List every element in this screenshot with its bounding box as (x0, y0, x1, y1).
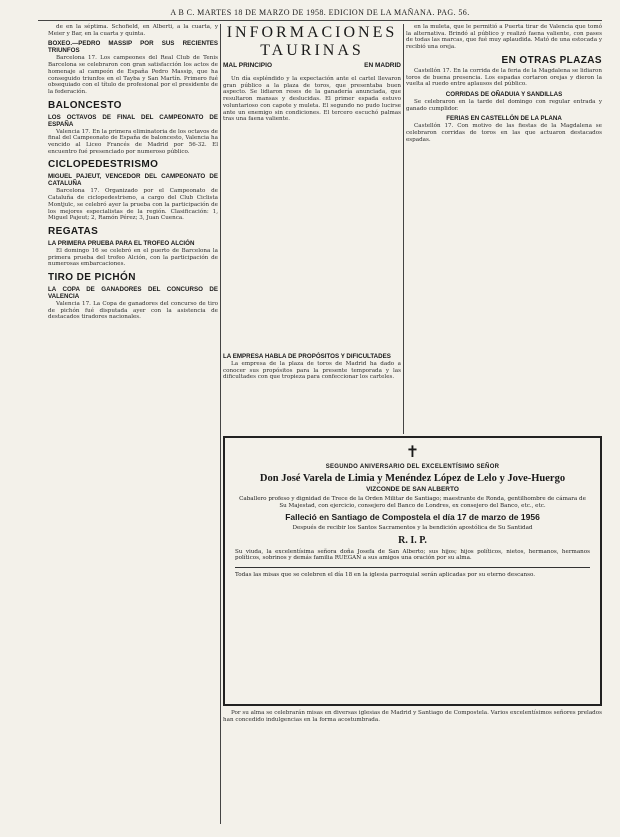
pigeon-section-title: TIRO DE PICHÓN (48, 272, 136, 284)
obituary-title: VIZCONDE DE SAN ALBERTO (366, 486, 459, 493)
pigeon-article: Valencia 17. La Copa de ganadores del concurso de tiro de pichón fué disputada ayer con la asistencia de destacados tiradores nacionales. (48, 301, 220, 321)
masthead-line2: TAURINAS (260, 42, 364, 59)
corridas-headline: CORRIDAS DE OÑADUIA Y SANDILLAS (445, 90, 563, 98)
column-divider-2 (403, 24, 404, 434)
obituary-honors: Caballero profeso y dignidad de Trece de la Orden Militar de Santiago; maestrante de Ronda, gentilhombre de cámara de Su Majestad, con ejercicio, consejero del Banco de Londres, ex consejero del Banco, etc., etc. (239, 496, 586, 509)
page-header: A B C. MARTES 18 DE MARZO DE 1958. EDICION DE LA MAÑANA. PAG. 56. (170, 8, 470, 17)
lower-body: Por su alma se celebrarán misas en diversas iglesias de Madrid y Santiago de Compostela. Varios excelentísimos señores prelados han concedido indulgencias en la forma acostumbrada. (223, 710, 604, 723)
obituary-notice (223, 436, 602, 706)
column-divider-1 (220, 24, 221, 824)
pigeon-headline: LA COPA DE GANADORES DEL CONCURSO DE VALENCIA (48, 286, 218, 301)
cycling-headline: MIGUEL PAJEUT, VENCEDOR DEL CAMPEONATO DE CATALUÑA (48, 173, 218, 188)
continued-article: en la muleta, que le permitió a Puerta tirar de Valencia que tomó la alternativa. Brindó al público y realizó faena valiente, con pases de todas las marcas, que fué muy aplaudida. Mató de una estocada y recibió una oreja. (406, 24, 604, 51)
taurine-masthead (223, 24, 401, 69)
cross-icon: ✝ (405, 442, 420, 461)
obituary-rip: R. I. P. (398, 534, 427, 546)
regattas-article: El domingo 16 se celebró en el puerto de Barcelona la primera prueba del trofeo Alción, con la participación de numerosas embarcaciones. (48, 247, 220, 268)
empresa-body: La empresa de la plaza de toros de Madrid ha dado a conocer sus propósitos para la presente temporada y las dificultades con que tropieza para confeccionar los carteles. (223, 361, 403, 381)
bullfight-body: Un día espléndido y la expectación ante el cartel llevaron gran público a la plaza de toros, que presentaba buen aspecto. Se lidiaron reses de la ganadería anunciada, que resultaron mansas y deslucidas. El primer espada estuvo voluntarioso con capote y muleta. El segundo no pudo lucirse ante un enemigo sin condiciones. El tercero escuchó palmas tras una faena valiente. (223, 76, 403, 123)
boxing-headline: BOXEO.—PEDRO MASSIP POR SUS RECIENTES TRIUNFOS (48, 40, 218, 55)
castellon-body: Castellón 17. Con motivo de las fiestas de la Magdalena se celebraron corridas de toros en las que actuaron destacados espadas. (406, 123, 604, 143)
obituary-family-text: Su viuda, la excelentísima señora doña Josefa de San Alberto; sus hijos; hijos políticos, nietos, hermanos, hermanos políticos, sobrinos y demás familia RUEGAN a sus amigos una oración por su alma. (235, 548, 590, 562)
other-plazas-headline: EN OTRAS PLAZAS (501, 54, 602, 66)
intro-text: de en la séptima. Schofield, en Alberti, a la cuarta, y Meier y Bar, en la cuarta y quinta. (48, 24, 220, 37)
boxing-article: Barcelona 17. Los campeones del Real Club de Tenis Barcelona se celebraron con gran satisfacción los actos de homenaje al campeón de España Pedro Massip, que ha conseguido triunfos en el Tayba y San Martín. Primero fué obsequiado con el título de profesional por el presidente de la federación. (48, 55, 220, 95)
castellon-headline: FERIAS EN CASTELLÓN DE LA PLANA (446, 115, 562, 123)
empresa-article (223, 350, 401, 428)
cycling-section-title: CICLOPEDESTRISMO (48, 159, 159, 171)
obituary-sacraments: Después de recibir los Santos Sacramentos y la bendición apostólica de Su Santidad (292, 525, 533, 532)
bullfight-article (223, 76, 401, 346)
regattas-section-title: REGATAS (48, 225, 99, 237)
basketball-article: Valencia 17. En la primera eliminatoria de los octavos de final del Campeonato de España de baloncesto, Valencia ha vencido al Liceo Francés de Madrid por 56-32. El encuentro fué presenciado por numeroso público. (48, 128, 220, 155)
other-plazas-body: Castellón 17. En la corrida de la feria de la Magdalena se lidiaron toros de buena presencia. Los espadas cortaron orejas y dieron la vuelta al ruedo entre aplausos del público. (406, 67, 604, 88)
masthead-subsection: MAL PRINCIPIO (223, 62, 272, 69)
empresa-headline: LA EMPRESA HABLA DE PROPÓSITOS Y DIFICULTADES (223, 353, 391, 360)
obituary-masses: Todas las misas que se celebren el día 18 en la iglesia parroquial serán aplicadas por su eterno descanso. (235, 567, 590, 579)
obituary-anniversary: SEGUNDO ANIVERSARIO DEL EXCELENTÍSIMO SEÑOR (325, 464, 500, 470)
header-rule (38, 20, 602, 21)
masthead-section: EN MADRID (364, 62, 401, 69)
obituary-name: Don José Varela de Limia y Menéndez López de Lelo y Jove-Huergo (259, 473, 566, 484)
lower-notice (223, 710, 602, 828)
corridas-body: Se celebraron en la tarde del domingo con regular entrada y ganado cumplidor. (406, 98, 604, 112)
regattas-headline: LA PRIMERA PRUEBA PARA EL TROFEO ALCIÓN (48, 239, 195, 247)
column-other-plazas (406, 24, 602, 434)
newspaper-page (8, 8, 612, 829)
basketball-headline: LOS OCTAVOS DE FINAL DEL CAMPEONATO DE ESPAÑA (48, 113, 218, 128)
obituary-death-date: Falleció en Santiago de Compostela el día 17 de marzo de 1956 (285, 512, 540, 523)
cycling-article: Barcelona 17. Organizado por el Campeonato de Cataluña de ciclopedestrismo, a cargo del Club Ciclista Montjuïc, se celebró ayer la prueba con la participación de los mejores especialistas de la región. Clasificación: 1, Miguel Pajeut; 2, Ramón Pérez; 3, Juan Cuenca. (48, 188, 220, 222)
basketball-section-title: BALONCESTO (48, 99, 122, 111)
column-sports (48, 24, 218, 824)
masthead-line1: INFORMACIONES (226, 24, 398, 41)
